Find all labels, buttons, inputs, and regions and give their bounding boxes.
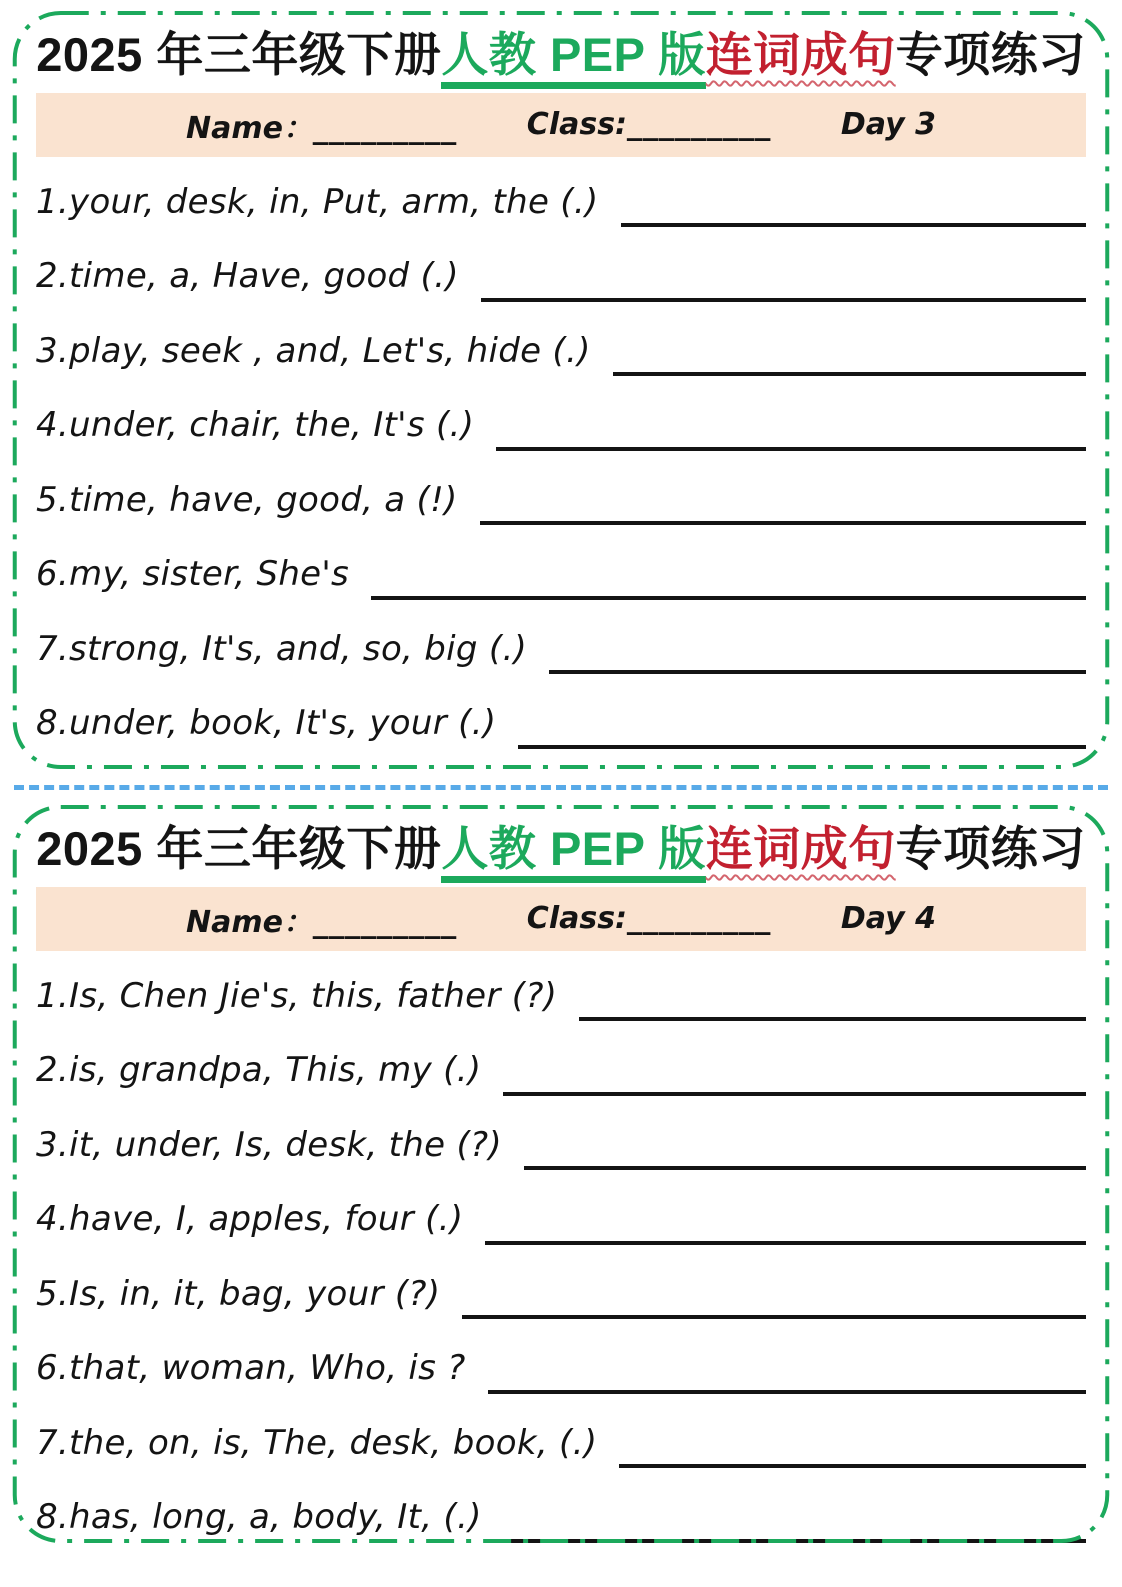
exercise-row [36, 957, 1086, 1032]
exercise-clue: 5.Is, in, it, bag, your (?) [36, 1273, 441, 1314]
title-suffix: 专项练习 [895, 28, 1086, 81]
worksheet-section-day3 [12, 10, 1110, 770]
exercise-clue: 5.time, have, good, a (!) [36, 479, 458, 520]
exercise-clue: 2.is, grandpa, This, my (.) [36, 1050, 482, 1091]
exercise-row [36, 1106, 1086, 1181]
exercise-row [36, 1478, 1086, 1553]
exercise-clue: 7.the, on, is, The, desk, book, (.) [36, 1422, 598, 1463]
name-field [186, 103, 457, 147]
exercise-row [36, 610, 1086, 685]
class-label: Class: [526, 901, 628, 937]
exercise-clue: 8.under, book, It's, your (.) [36, 703, 497, 744]
exercise-list [36, 163, 1086, 759]
exercise-row [36, 1180, 1086, 1255]
name-blank: _________ [312, 110, 457, 146]
exercise-clue: 4.under, chair, the, It's (.) [36, 405, 475, 446]
page-title [36, 820, 1086, 879]
class-field [527, 901, 771, 936]
exercise-row [36, 163, 1086, 238]
title-prefix: 2025 年三年级下册 [36, 822, 442, 875]
title-suffix: 专项练习 [895, 822, 1086, 875]
title-topic-red: 连词成句 [705, 822, 896, 875]
answer-line [619, 1464, 1086, 1468]
title-topic-red: 连词成句 [705, 28, 896, 81]
exercise-row [36, 1404, 1086, 1479]
exercise-row [36, 1255, 1086, 1330]
answer-line [518, 745, 1086, 749]
answer-line [462, 1315, 1086, 1319]
exercise-list [36, 957, 1086, 1553]
exercise-row [36, 1031, 1086, 1106]
name-class-day-bar [36, 93, 1086, 157]
exercise-clue: 3.play, seek , and, Let's, hide (.) [36, 330, 591, 371]
name-blank: _________ [312, 904, 457, 940]
exercise-row [36, 535, 1086, 610]
answer-line [549, 670, 1086, 674]
answer-line [621, 223, 1086, 227]
name-field [186, 897, 457, 941]
answer-line [504, 1539, 1086, 1543]
exercise-clue: 2.time, a, Have, good (.) [36, 256, 459, 297]
answer-line [524, 1166, 1086, 1170]
answer-line [481, 298, 1086, 302]
exercise-clue: 1.Is, Chen Jie's, this, father (?) [36, 975, 558, 1016]
name-label: Name： [186, 110, 313, 146]
exercise-clue: 4.have, I, apples, four (.) [36, 1199, 464, 1240]
class-label: Class: [526, 107, 628, 143]
answer-line [488, 1390, 1086, 1394]
day-label: Day 3 [840, 107, 936, 143]
exercise-row [36, 684, 1086, 759]
exercise-row [36, 386, 1086, 461]
answer-line [613, 372, 1086, 376]
class-blank: _________ [627, 107, 772, 143]
page-title [36, 26, 1086, 85]
exercise-row [36, 312, 1086, 387]
title-edition-green: 人教 PEP 版 [441, 822, 705, 883]
exercise-clue: 6.my, sister, She's [36, 554, 350, 595]
class-field [527, 107, 771, 142]
exercise-clue: 7.strong, It's, and, so, big (.) [36, 628, 528, 669]
name-label: Name： [186, 904, 313, 940]
exercise-clue: 8.has, long, a, body, It, (.) [36, 1497, 482, 1538]
worksheet-section-day4 [12, 804, 1110, 1544]
exercise-clue: 1.your, desk, in, Put, arm, the (.) [36, 181, 599, 222]
exercise-clue: 6.that, woman, Who, is ? [36, 1348, 466, 1389]
title-edition-green: 人教 PEP 版 [441, 28, 705, 89]
answer-line [503, 1092, 1086, 1096]
answer-line [579, 1017, 1086, 1021]
answer-line [485, 1241, 1086, 1245]
name-class-day-bar [36, 887, 1086, 951]
blue-dashed-divider [14, 785, 1108, 790]
answer-line [480, 521, 1086, 525]
answer-line [496, 447, 1086, 451]
exercise-row [36, 237, 1086, 312]
exercise-row [36, 1329, 1086, 1404]
title-prefix: 2025 年三年级下册 [36, 28, 442, 81]
class-blank: _________ [627, 901, 772, 937]
answer-line [371, 596, 1086, 600]
exercise-clue: 3.it, under, Is, desk, the (?) [36, 1124, 502, 1165]
day-label: Day 4 [840, 901, 936, 937]
exercise-row [36, 461, 1086, 536]
